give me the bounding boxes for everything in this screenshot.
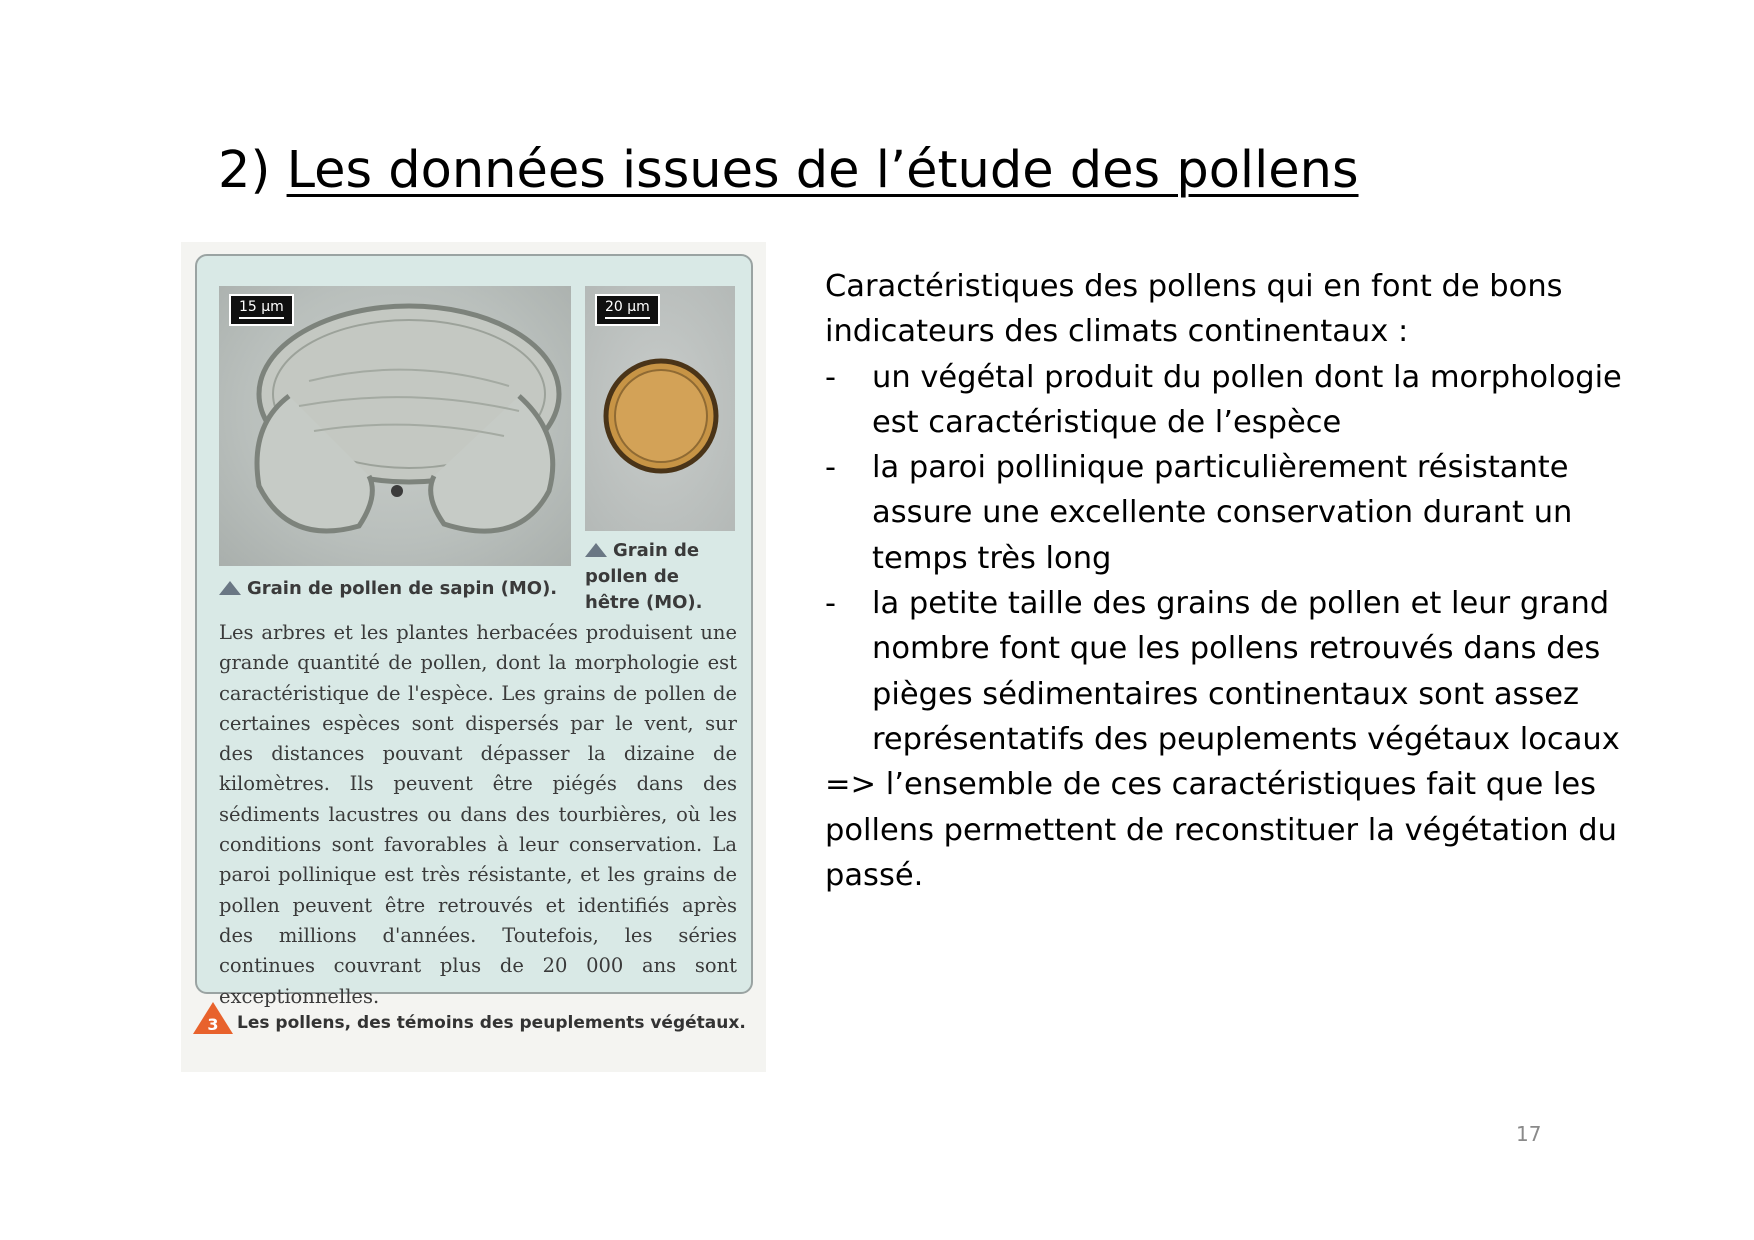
- legend-number: 3: [207, 1015, 219, 1034]
- list-item: - un végétal produit du pollen dont la morphologie est caractéristique de l’espèce: [825, 355, 1625, 446]
- slide-content: [825, 264, 1625, 898]
- figure-body-text: Les arbres et les plantes herbacées produisent une grande quantité de pollen, dont la morphologie est caractéristique de l'espèce. Les grains de pollen de certaines espèces sont dispersés par le vent, sur des distances pouvant dépasser la dizaine de kilomètres. Ils peuvent être piégés dans des sédiments lacustres ou dans des tourbières, où les conditions sont favorables à leur conservation. La paroi pollinique est très résistante, et les grains de pollen peuvent être retrouvés et identifiés après des millions d'années. Toutefois, les séries continues couvrant plus de 20 000 ans sont exceptionnelles.: [219, 621, 737, 1008]
- legend-text: Les pollens, des témoins des peuplements végétaux.: [237, 1013, 746, 1033]
- characteristics-list: [825, 355, 1625, 763]
- slide-title-prefix: 2): [218, 141, 287, 200]
- triangle-icon: [219, 581, 241, 595]
- beech-caption-text: Grain de pollen de hêtre (MO).: [585, 540, 703, 613]
- figure-legend: [193, 1002, 753, 1038]
- list-item: - la petite taille des grains de pollen et leur grand nombre font que les pollens retrouvés dans des pièges sédimentaires continentaux sont assez représentatifs des peuplements végétaux locaux: [825, 581, 1625, 762]
- triangle-icon: [585, 543, 607, 557]
- figure-panel: [195, 254, 753, 1008]
- fir-pollen-micrograph: [219, 286, 571, 566]
- fir-caption: [219, 576, 557, 602]
- fir-pollen-grain-image: [219, 286, 571, 566]
- beech-caption: [585, 538, 735, 616]
- list-item: - la paroi pollinique particulièrement résistante assure une excellente conservation durant un temps très long: [825, 445, 1625, 581]
- fir-scale-bar: 15 µm: [229, 294, 294, 326]
- beech-pollen-micrograph: [585, 286, 735, 531]
- fir-caption-text: Grain de pollen de sapin (MO).: [247, 578, 558, 599]
- beech-scale-bar: 20 µm: [595, 294, 660, 326]
- page-number: 17: [1516, 1122, 1542, 1146]
- conclusion-text: => l’ensemble de ces caractéristiques fait que les pollens permettent de reconstituer la végétation du passé.: [825, 767, 1618, 893]
- document-number-badge: [193, 1002, 233, 1034]
- intro-text: Caractéristiques des pollens qui en font de bons indicateurs des climats continentaux :: [825, 269, 1563, 350]
- textbook-figure: [181, 242, 766, 1072]
- slide-title-text: Les données issues de l’étude des pollens: [286, 141, 1359, 200]
- slide-title: [218, 140, 1359, 201]
